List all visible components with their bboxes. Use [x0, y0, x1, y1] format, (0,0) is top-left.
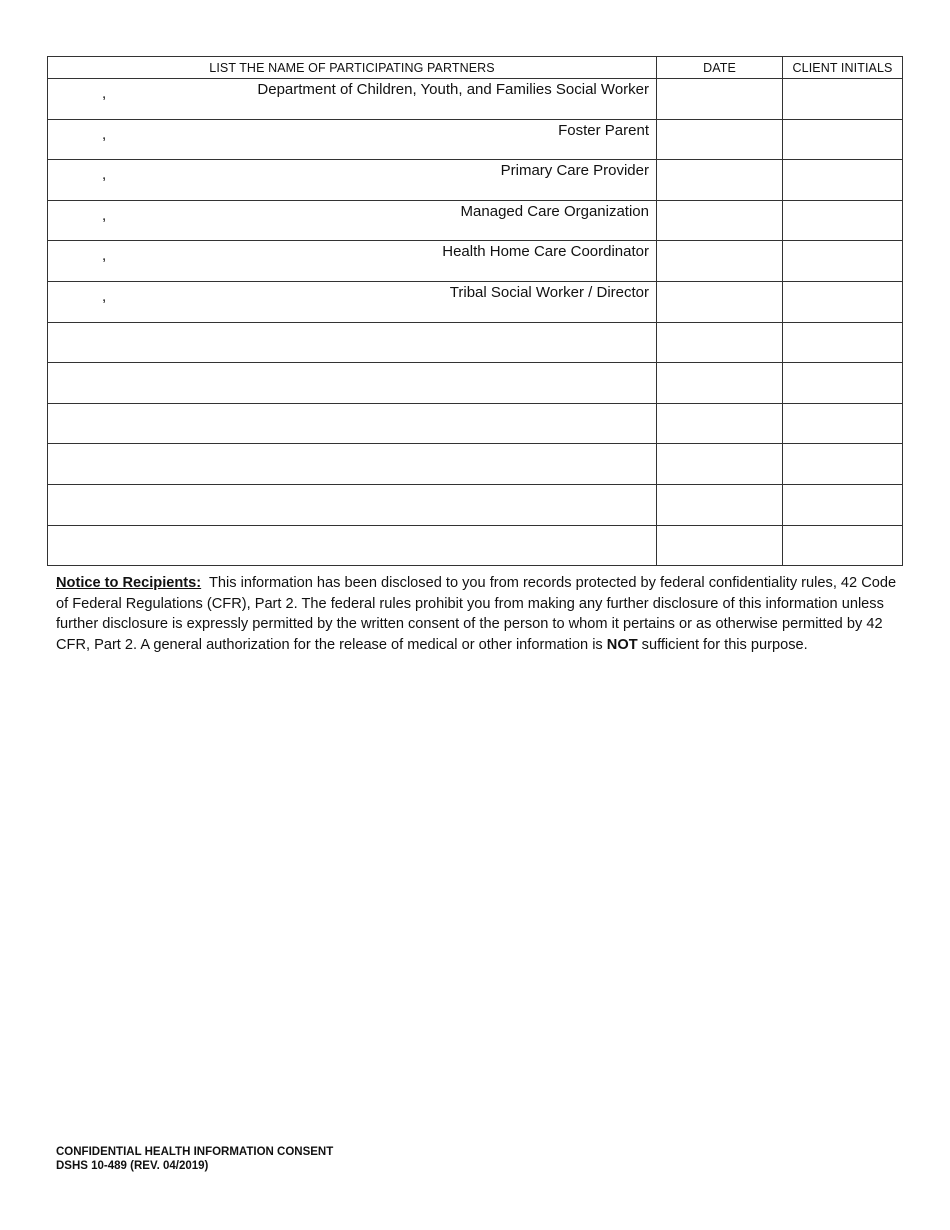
- client-initials-cell[interactable]: [783, 160, 903, 201]
- date-cell[interactable]: [657, 403, 783, 444]
- table-row: [48, 444, 903, 485]
- client-initials-cell[interactable]: [783, 525, 903, 566]
- date-cell[interactable]: [657, 281, 783, 322]
- client-initials-cell[interactable]: [783, 119, 903, 160]
- partner-name: Managed Care Organization: [460, 202, 649, 220]
- table-row: [48, 403, 903, 444]
- notice-text: This information has been disclosed to you from records protected by federal confidentiality rules, 42 Code of Federal Regulations (CFR), Part 2. The federal rules prohibit you from making any further disclosure of this information unless further disclosure is expressly permitted by the written consent of the person to whom it pertains or as otherwise permitted by 42 CFR, Part 2. A general authorization for the release of medical or other information is: [56, 575, 897, 653]
- notice-label: Notice to Recipients:: [56, 575, 202, 591]
- partner-name-cell[interactable]: [48, 119, 657, 160]
- partner-name-cell[interactable]: [48, 241, 657, 282]
- partner-prefix: ,: [102, 166, 107, 184]
- table-row: [48, 241, 903, 282]
- client-initials-cell[interactable]: [783, 281, 903, 322]
- table-row: [48, 119, 903, 160]
- partner-name: Primary Care Provider: [500, 162, 649, 180]
- client-initials-cell[interactable]: [783, 484, 903, 525]
- table-row: [48, 322, 903, 363]
- client-initials-cell[interactable]: [783, 200, 903, 241]
- client-initials-cell[interactable]: [783, 241, 903, 282]
- partner-name: Tribal Social Worker / Director: [449, 283, 649, 301]
- date-cell[interactable]: [657, 484, 783, 525]
- partner-name-cell[interactable]: [48, 403, 657, 444]
- client-initials-cell[interactable]: [783, 403, 903, 444]
- date-cell[interactable]: [657, 241, 783, 282]
- form-title: CONFIDENTIAL HEALTH INFORMATION CONSENT: [56, 1146, 334, 1158]
- header-partner-name: LIST THE NAME OF PARTICIPATING PARTNERS: [48, 57, 657, 79]
- date-cell[interactable]: [657, 525, 783, 566]
- form-footer: [56, 1145, 333, 1173]
- partner-name: Health Home Care Coordinator: [442, 243, 649, 261]
- form-number: DSHS 10-489 (REV. 04/2019): [56, 1160, 209, 1172]
- table-row: [48, 525, 903, 566]
- partner-prefix: ,: [102, 125, 107, 143]
- table-row: [48, 281, 903, 322]
- partner-name-cell[interactable]: [48, 200, 657, 241]
- notice-text-end: sufficient for this purpose.: [641, 636, 808, 653]
- partner-name-cell[interactable]: [48, 525, 657, 566]
- notice-emphasis: NOT: [606, 636, 638, 653]
- partner-name-cell[interactable]: [48, 322, 657, 363]
- date-cell[interactable]: [657, 363, 783, 404]
- partner-name-cell[interactable]: [48, 363, 657, 404]
- partner-name: Foster Parent: [558, 121, 649, 139]
- date-cell[interactable]: [657, 160, 783, 201]
- client-initials-cell[interactable]: [783, 322, 903, 363]
- partner-prefix: ,: [102, 206, 107, 224]
- table-header-row: [48, 57, 903, 79]
- partners-table: [47, 56, 903, 566]
- client-initials-cell[interactable]: [783, 363, 903, 404]
- header-client-initials: CLIENT INITIALS: [783, 57, 903, 79]
- partner-prefix: ,: [102, 287, 107, 305]
- partner-prefix: ,: [102, 247, 107, 265]
- date-cell[interactable]: [657, 79, 783, 120]
- date-cell[interactable]: [657, 322, 783, 363]
- client-initials-cell[interactable]: [783, 79, 903, 120]
- date-cell[interactable]: [657, 444, 783, 485]
- partner-prefix: ,: [102, 85, 107, 102]
- date-cell[interactable]: [657, 200, 783, 241]
- client-initials-cell[interactable]: [783, 444, 903, 485]
- table-row: [48, 200, 903, 241]
- header-date: DATE: [657, 57, 783, 79]
- table-row: [48, 79, 903, 120]
- partner-name-cell[interactable]: [48, 160, 657, 201]
- date-cell[interactable]: [657, 119, 783, 160]
- table-row: [48, 160, 903, 201]
- partner-name-cell[interactable]: [48, 79, 657, 120]
- partner-name-cell[interactable]: [48, 484, 657, 525]
- notice-to-recipients: [56, 573, 906, 655]
- table-row: [48, 484, 903, 525]
- partner-name-cell[interactable]: [48, 281, 657, 322]
- partner-name-cell[interactable]: [48, 444, 657, 485]
- partner-name: Department of Children, Youth, and Families Social Worker: [257, 81, 649, 98]
- table-row: [48, 363, 903, 404]
